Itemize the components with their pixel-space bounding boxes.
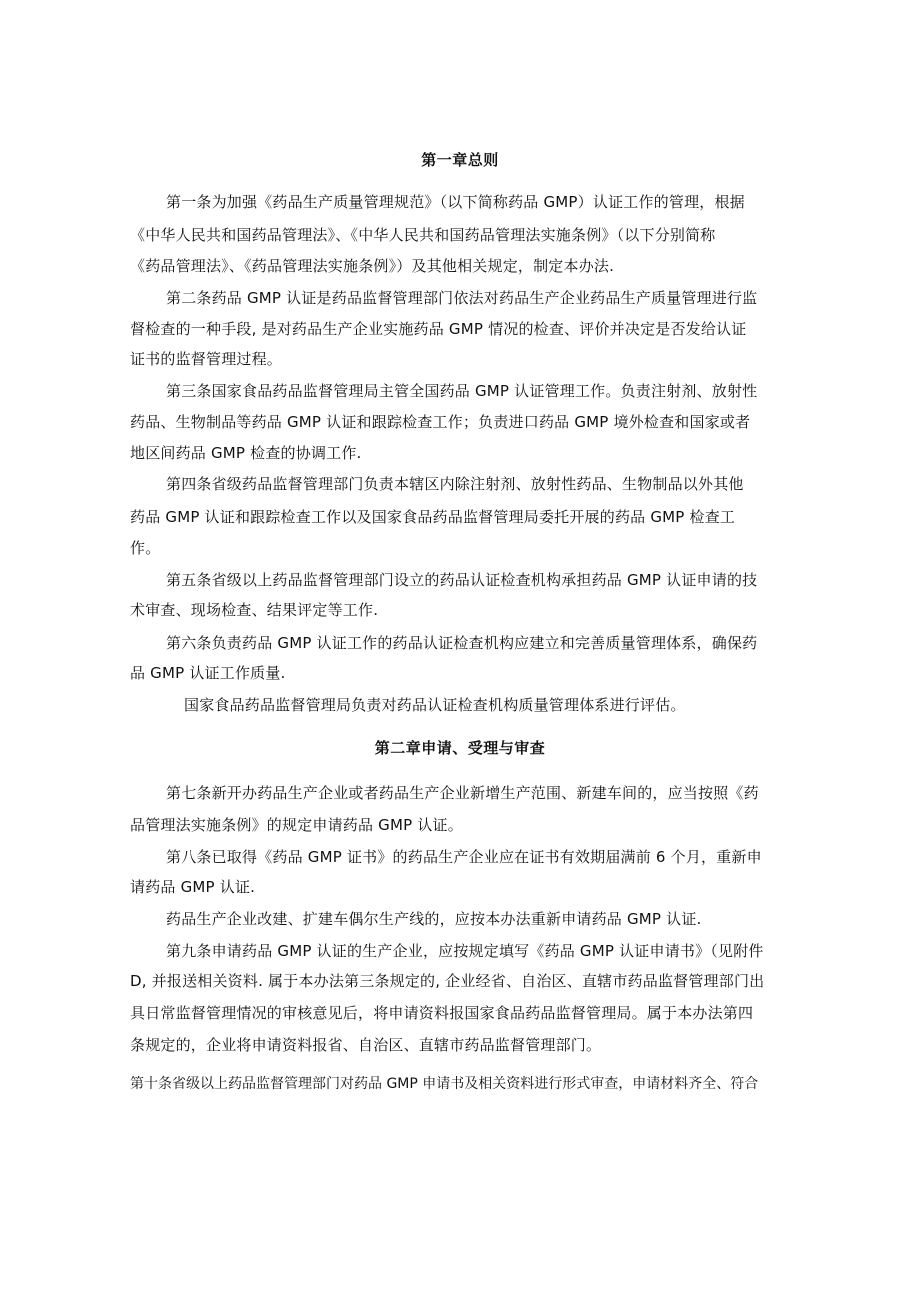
article-6-line-2: 品 GMP 认证工作质量.	[130, 664, 286, 682]
article-9-line-3: 具日常监督管理情况的审核意见后，将申请资料报国家食品药品监督管理局。属于本办法第四	[130, 1004, 754, 1022]
article-1-line-3: 《药品管理法》、《药品管理法实施条例》）及其他相关规定，制定本办法.	[130, 257, 615, 275]
article-1-line-2: 《中华人民共和国药品管理法》、《中华人民共和国药品管理法实施条例》（以下分别简称	[130, 226, 716, 244]
article-8-line-2: 请药品 GMP 认证.	[130, 878, 256, 896]
article-2-line-1: 第二条药品 GMP 认证是药品监督管理部门依法对药品生产企业药品生产质量管理进行监	[166, 289, 758, 307]
article-4-line-3: 作。	[130, 539, 161, 557]
article-3-line-1: 第三条国家食品药品监督管理局主管全国药品 GMP 认证管理工作。负责注射剂、放射性	[166, 382, 758, 400]
article-5-line-2: 术审查、现场检查、结果评定等工作.	[130, 601, 379, 619]
article-3-line-2: 药品、生物制品等药品 GMP 认证和跟踪检查工作；负责进口药品 GMP 境外检查和国家或者	[130, 413, 751, 431]
article-4-line-2: 药品 GMP 认证和跟踪检查工作以及国家食品药品监督管理局委托开展的药品 GMP 检查工	[130, 508, 736, 526]
article-6-line-1: 第六条负责药品 GMP 认证工作的药品认证检查机构应建立和完善质量管理体系，确保药	[166, 634, 758, 652]
article-2-line-3: 证书的监督管理过程。	[130, 350, 283, 368]
article-10-line-1: 第十条省级以上药品监督管理部门对药品 GMP 申请书及相关资料进行形式审查，申请材料齐全、符合	[130, 1076, 759, 1092]
article-6-paragraph-2: 国家食品药品监督管理局负责对药品认证检查机构质量管理体系进行评估。	[184, 696, 686, 714]
article-9-line-1: 第九条申请药品 GMP 认证的生产企业，应按规定填写《药品 GMP 认证申请书》（见附件	[166, 942, 764, 960]
article-9-line-2: D, 并报送相关资料. 属于本办法第三条规定的, 企业经省、自治区、直辖市药品监督管理部门出	[130, 972, 765, 990]
article-7-line-1: 第七条新开办药品生产企业或者药品生产企业新增生产范围、新建车间的，应当按照《药	[166, 784, 759, 802]
article-8-line-1: 第八条已取得《药品 GMP 证书》的药品生产企业应在证书有效期届满前 6 个月，重新申	[166, 848, 762, 866]
article-1-line-1: 第一条为加强《药品生产质量管理规范》（以下简称药品 GMP）认证工作的管理，根据	[166, 193, 745, 211]
article-7-line-2: 品管理法实施条例》的规定申请药品 GMP 认证。	[130, 816, 463, 834]
article-9-line-4: 条规定的，企业将申请资料报省、自治区、直辖市药品监督管理部门。	[130, 1036, 602, 1054]
article-4-line-1: 第四条省级药品监督管理部门负责本辖区内除注射剂、放射性药品、生物制品以外其他	[166, 475, 744, 493]
article-8-paragraph-2: 药品生产企业改建、扩建车偶尔生产线的，应按本办法重新申请药品 GMP 认证.	[166, 910, 702, 928]
chapter-1-title: 第一章总则	[421, 151, 499, 169]
chapter-2-title: 第二章申请、受理与审查	[374, 739, 546, 757]
article-3-line-3: 地区间药品 GMP 检查的协调工作.	[130, 444, 362, 462]
article-2-line-2: 督检查的一种手段, 是对药品生产企业实施药品 GMP 情况的检查、评价并决定是否发给认证	[130, 320, 747, 338]
article-5-line-1: 第五条省级以上药品监督管理部门设立的药品认证检查机构承担药品 GMP 认证申请的技	[166, 571, 758, 589]
